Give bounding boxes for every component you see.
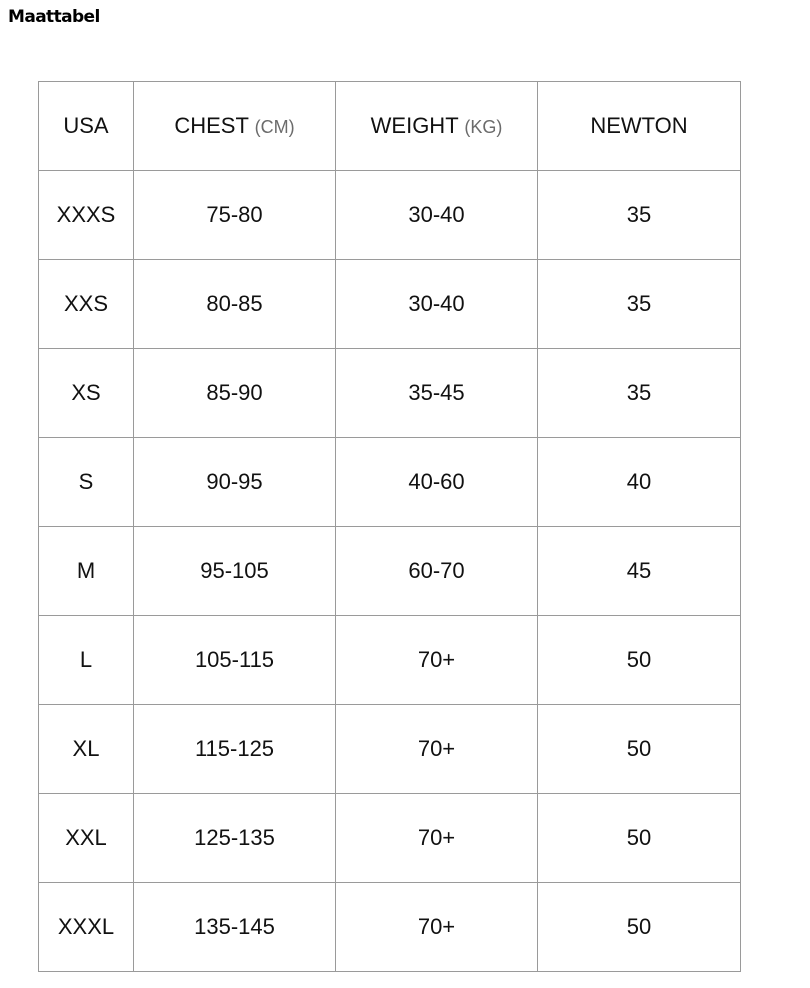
table-row [39,260,741,349]
cell-usa-size: L [39,616,134,705]
cell-usa-size: XXL [39,794,134,883]
cell-chest: 75-80 [134,171,336,260]
header-label: WEIGHT [370,113,459,138]
cell-chest: 80-85 [134,260,336,349]
cell-usa-size: XS [39,349,134,438]
table-row [39,794,741,883]
cell-weight: 40-60 [336,438,538,527]
cell-usa-size: M [39,527,134,616]
table-row [39,527,741,616]
cell-newton: 50 [538,616,741,705]
cell-chest: 90-95 [134,438,336,527]
cell-chest: 125-135 [134,794,336,883]
cell-weight: 70+ [336,883,538,972]
cell-newton: 35 [538,349,741,438]
table-row [39,349,741,438]
cell-newton: 50 [538,883,741,972]
page-title: Maattabel [8,7,100,27]
cell-newton: 50 [538,794,741,883]
cell-newton: 50 [538,705,741,794]
size-chart-table [38,81,741,972]
cell-chest: 135-145 [134,883,336,972]
cell-usa-size: S [39,438,134,527]
header-unit: (KG) [464,117,503,137]
table-row [39,171,741,260]
cell-usa-size: XXS [39,260,134,349]
header-chest [134,82,336,171]
cell-weight: 70+ [336,794,538,883]
cell-newton: 35 [538,260,741,349]
header-label: CHEST [174,113,249,138]
header-newton [538,82,741,171]
header-usa [39,82,134,171]
cell-newton: 45 [538,527,741,616]
table-row [39,705,741,794]
cell-newton: 35 [538,171,741,260]
cell-chest: 95-105 [134,527,336,616]
table-header-row [39,82,741,171]
cell-usa-size: XXXS [39,171,134,260]
cell-chest: 105-115 [134,616,336,705]
header-label: USA [63,113,109,138]
cell-chest: 85-90 [134,349,336,438]
cell-newton: 40 [538,438,741,527]
cell-usa-size: XXXL [39,883,134,972]
table-row [39,883,741,972]
cell-weight: 70+ [336,705,538,794]
header-weight [336,82,538,171]
cell-weight: 60-70 [336,527,538,616]
cell-weight: 30-40 [336,260,538,349]
cell-usa-size: XL [39,705,134,794]
table-row [39,438,741,527]
cell-weight: 30-40 [336,171,538,260]
cell-weight: 35-45 [336,349,538,438]
header-label: NEWTON [590,113,688,138]
header-unit: (CM) [254,117,295,137]
table-row [39,616,741,705]
cell-weight: 70+ [336,616,538,705]
cell-chest: 115-125 [134,705,336,794]
